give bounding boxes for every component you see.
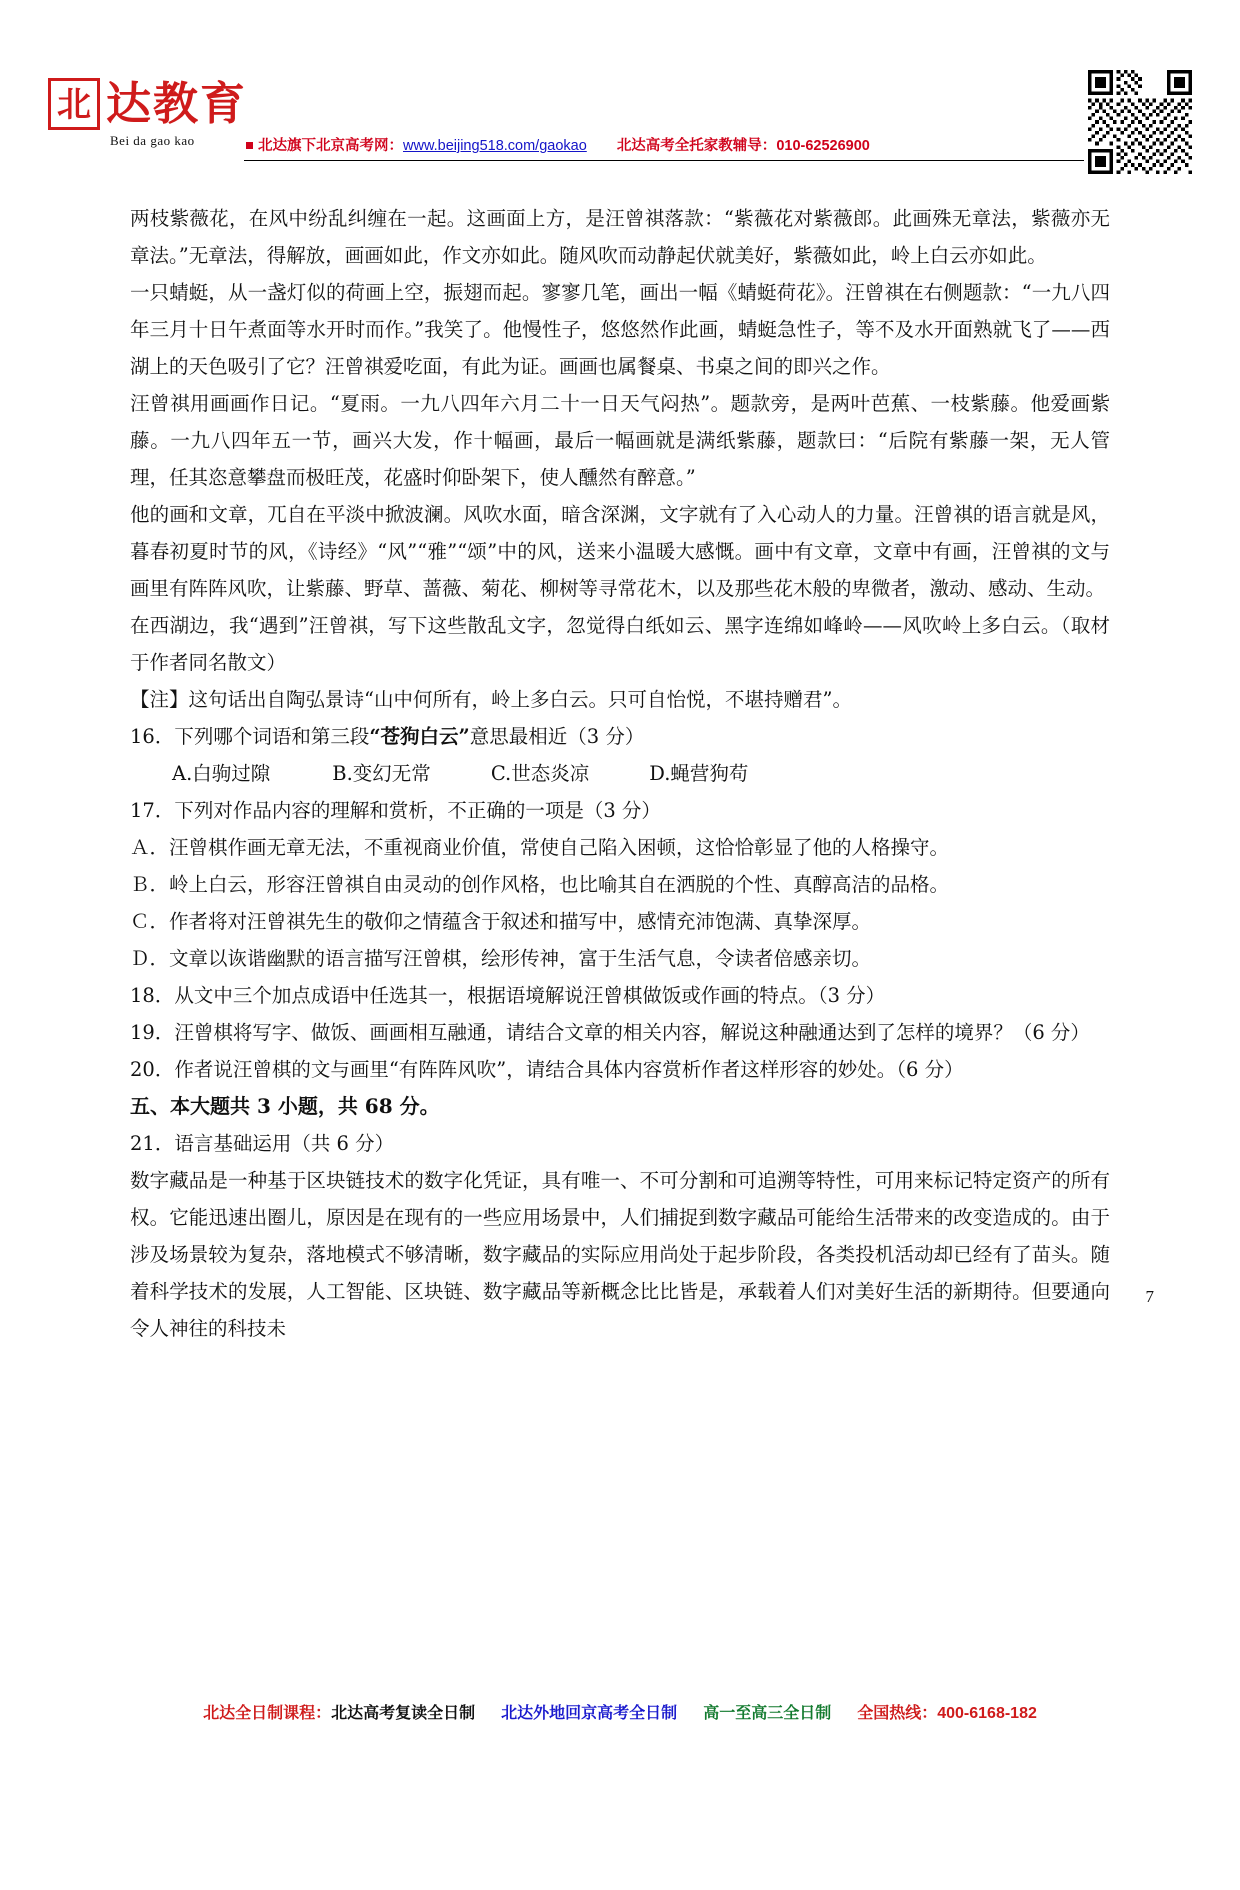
paragraph: 两枝紫薇花，在风中纷乱纠缠在一起。这画面上方，是汪曾祺落款：“紫薇花对紫薇郎。此画殊无章法，紫薇亦无章法。”无章法，得解放，画画如此，作文亦如此。随风吹而动静起伏就美好，紫薇如此，岭上白云亦如此。 xyxy=(130,207,1110,267)
site-label: 北达旗下北京高考网： xyxy=(258,138,403,154)
tutor-phone: 010-62526900 xyxy=(776,138,870,154)
question-16-stem xyxy=(130,718,1110,755)
footer-item2: 北达外地回京高考全日制 xyxy=(501,1705,678,1722)
header-divider xyxy=(244,160,1084,161)
logo-subtitle: Bei da gao kao xyxy=(110,133,195,148)
question-18: 18．从文中三个加点成语中任选其一，根据语境解说汪曾棋做饭或作画的特点。（3 分） xyxy=(130,984,886,1007)
footer-hotline-value: 400-6168-182 xyxy=(937,1705,1037,1722)
q17-option-b[interactable]: Ｂ．岭上白云，形容汪曾祺自由灵动的创作风格，也比喻其自在洒脱的个性、真醇高洁的品格。 xyxy=(130,873,950,896)
footer-item1-label: 北达全日制课程： xyxy=(203,1705,332,1722)
q17-option-c[interactable]: Ｃ．作者将对汪曾祺先生的敬仰之情蕴含于叙述和描写中，感情充沛饱满、真挚深厚。 xyxy=(130,910,872,933)
q16-option-c[interactable]: C.世态炎凉 xyxy=(490,762,590,785)
question-20: 20．作者说汪曾棋的文与画里“有阵阵风吹”，请结合具体内容赏析作者这样形容的妙处。（6 分） xyxy=(130,1058,964,1081)
q16-option-a[interactable]: A.白驹过隙 xyxy=(172,762,271,785)
qr-code-icon xyxy=(1088,70,1192,174)
q17-option-d[interactable]: Ｄ．文章以诙谐幽默的语言描写汪曾棋，绘形传神，富于生活气息，令读者倍感亲切。 xyxy=(130,947,872,970)
question-21-body: 数字藏品是一种基于区块链技术的数字化凭证，具有唯一、不可分割和可追溯等特性，可用来标记特定资产的所有权。它能迅速出圈儿，原因是在现有的一些应用场景中，人们捕捉到数字藏品可能给生活带来的改变造成的。由于涉及场景较为复杂，落地模式不够清晰，数字藏品的实际应用尚处于起步阶段，各类投机活动却已经有了苗头。随着科学技术的发展，人工智能、区块链、数字藏品等新概念比比皆是，承载着人们对美好生活的新期待。但要通向令人神往的科技未 xyxy=(130,1169,1110,1340)
site-url-link[interactable]: www.beijing518.com/gaokao xyxy=(403,138,587,154)
question-17-stem: 17．下列对作品内容的理解和赏析，不正确的一项是（3 分） xyxy=(130,799,661,822)
logo-text: 达教育 xyxy=(106,77,248,130)
header-contact-line xyxy=(244,134,1084,155)
footer-item3: 高一至高三全日制 xyxy=(703,1705,832,1722)
question-19: 19．汪曾棋将写字、做饭、画画相互融通，请结合文章的相关内容，解说这种融通达到了怎样的境界？（6 分） xyxy=(130,1021,1090,1044)
document-body xyxy=(130,200,1110,1347)
tutor-label: 北达高考全托家教辅导： xyxy=(616,138,777,154)
footer-item1-value: 北达高考复读全日制 xyxy=(331,1705,476,1722)
q16-suffix: 意思最相近（3 分） xyxy=(469,725,645,748)
note-text: 【注】这句话出自陶弘景诗“山中何所有，岭上多白云。只可自怡悦，不堪持赠君”。 xyxy=(130,688,852,711)
q16-option-d[interactable]: D.蝇营狗苟 xyxy=(649,762,749,785)
section-5-title: 五、本大题共 3 小题，共 68 分。 xyxy=(130,1094,440,1118)
paragraph: 在西湖边，我“遇到”汪曾祺，写下这些散乱文字，忽觉得白纸如云、黑字连绵如峰岭——风吹岭上多白云。（取材于作者同名散文） xyxy=(130,614,1110,674)
question-16-options xyxy=(130,755,1110,792)
q17-option-a[interactable]: Ａ．汪曾棋作画无章无法，不重视商业价值，常使自己陷入困顿，这恰恰彰显了他的人格操守。 xyxy=(130,836,950,859)
paragraph: 一只蜻蜓，从一盏灯似的荷画上空，振翅而起。寥寥几笔，画出一幅《蜻蜓荷花》。汪曾祺在右侧题款：“一九八四年三月十日午煮面等水开时而作。”我笑了。他慢性子，悠悠然作此画，蜻蜓急性子，等不及水开面熟就飞了——西湖上的天色吸引了它？汪曾祺爱吃面，有此为证。画画也属餐桌、书桌之间的即兴之作。 xyxy=(130,281,1110,378)
footer-hotline-label: 全国热线： xyxy=(857,1705,938,1722)
q16-prefix: 16．下列哪个词语和第三段 xyxy=(130,725,370,748)
logo-mark-icon: 北 xyxy=(48,78,100,130)
page-footer xyxy=(0,1700,1240,1723)
square-bullet-icon xyxy=(246,142,253,149)
page-number: 7 xyxy=(1145,1287,1154,1306)
q16-option-b[interactable]: B.变幻无常 xyxy=(332,762,431,785)
question-21-title: 21．语言基础运用（共 6 分） xyxy=(130,1132,395,1155)
paragraph: 他的画和文章，兀自在平淡中掀波澜。风吹水面，暗含深渊，文字就有了入心动人的力量。汪曾祺的语言就是风，暮春初夏时节的风，《诗经》“风”“雅”“颂”中的风，送来小温暖大感慨。画中有文章，文章中有画，汪曾祺的文与画里有阵阵风吹，让紫藤、野草、蔷薇、菊花、柳树等寻常花木，以及那些花木般的卑微者，激动、感动、生动。 xyxy=(130,503,1110,600)
paragraph: 汪曾祺用画画作日记。“夏雨。一九八四年六月二十一日天气闷热”。题款旁，是两叶芭蕉、一枝紫藤。他爱画紫藤。一九八四年五一节，画兴大发，作十幅画，最后一幅画就是满纸紫藤，题款曰：“后院有紫藤一架，无人管理，任其恣意攀盘而极旺茂，花盛时仰卧架下，使人醺然有醉意。” xyxy=(130,392,1110,489)
q16-keyword: “苍狗白云” xyxy=(369,725,470,748)
page-header xyxy=(48,78,1192,178)
